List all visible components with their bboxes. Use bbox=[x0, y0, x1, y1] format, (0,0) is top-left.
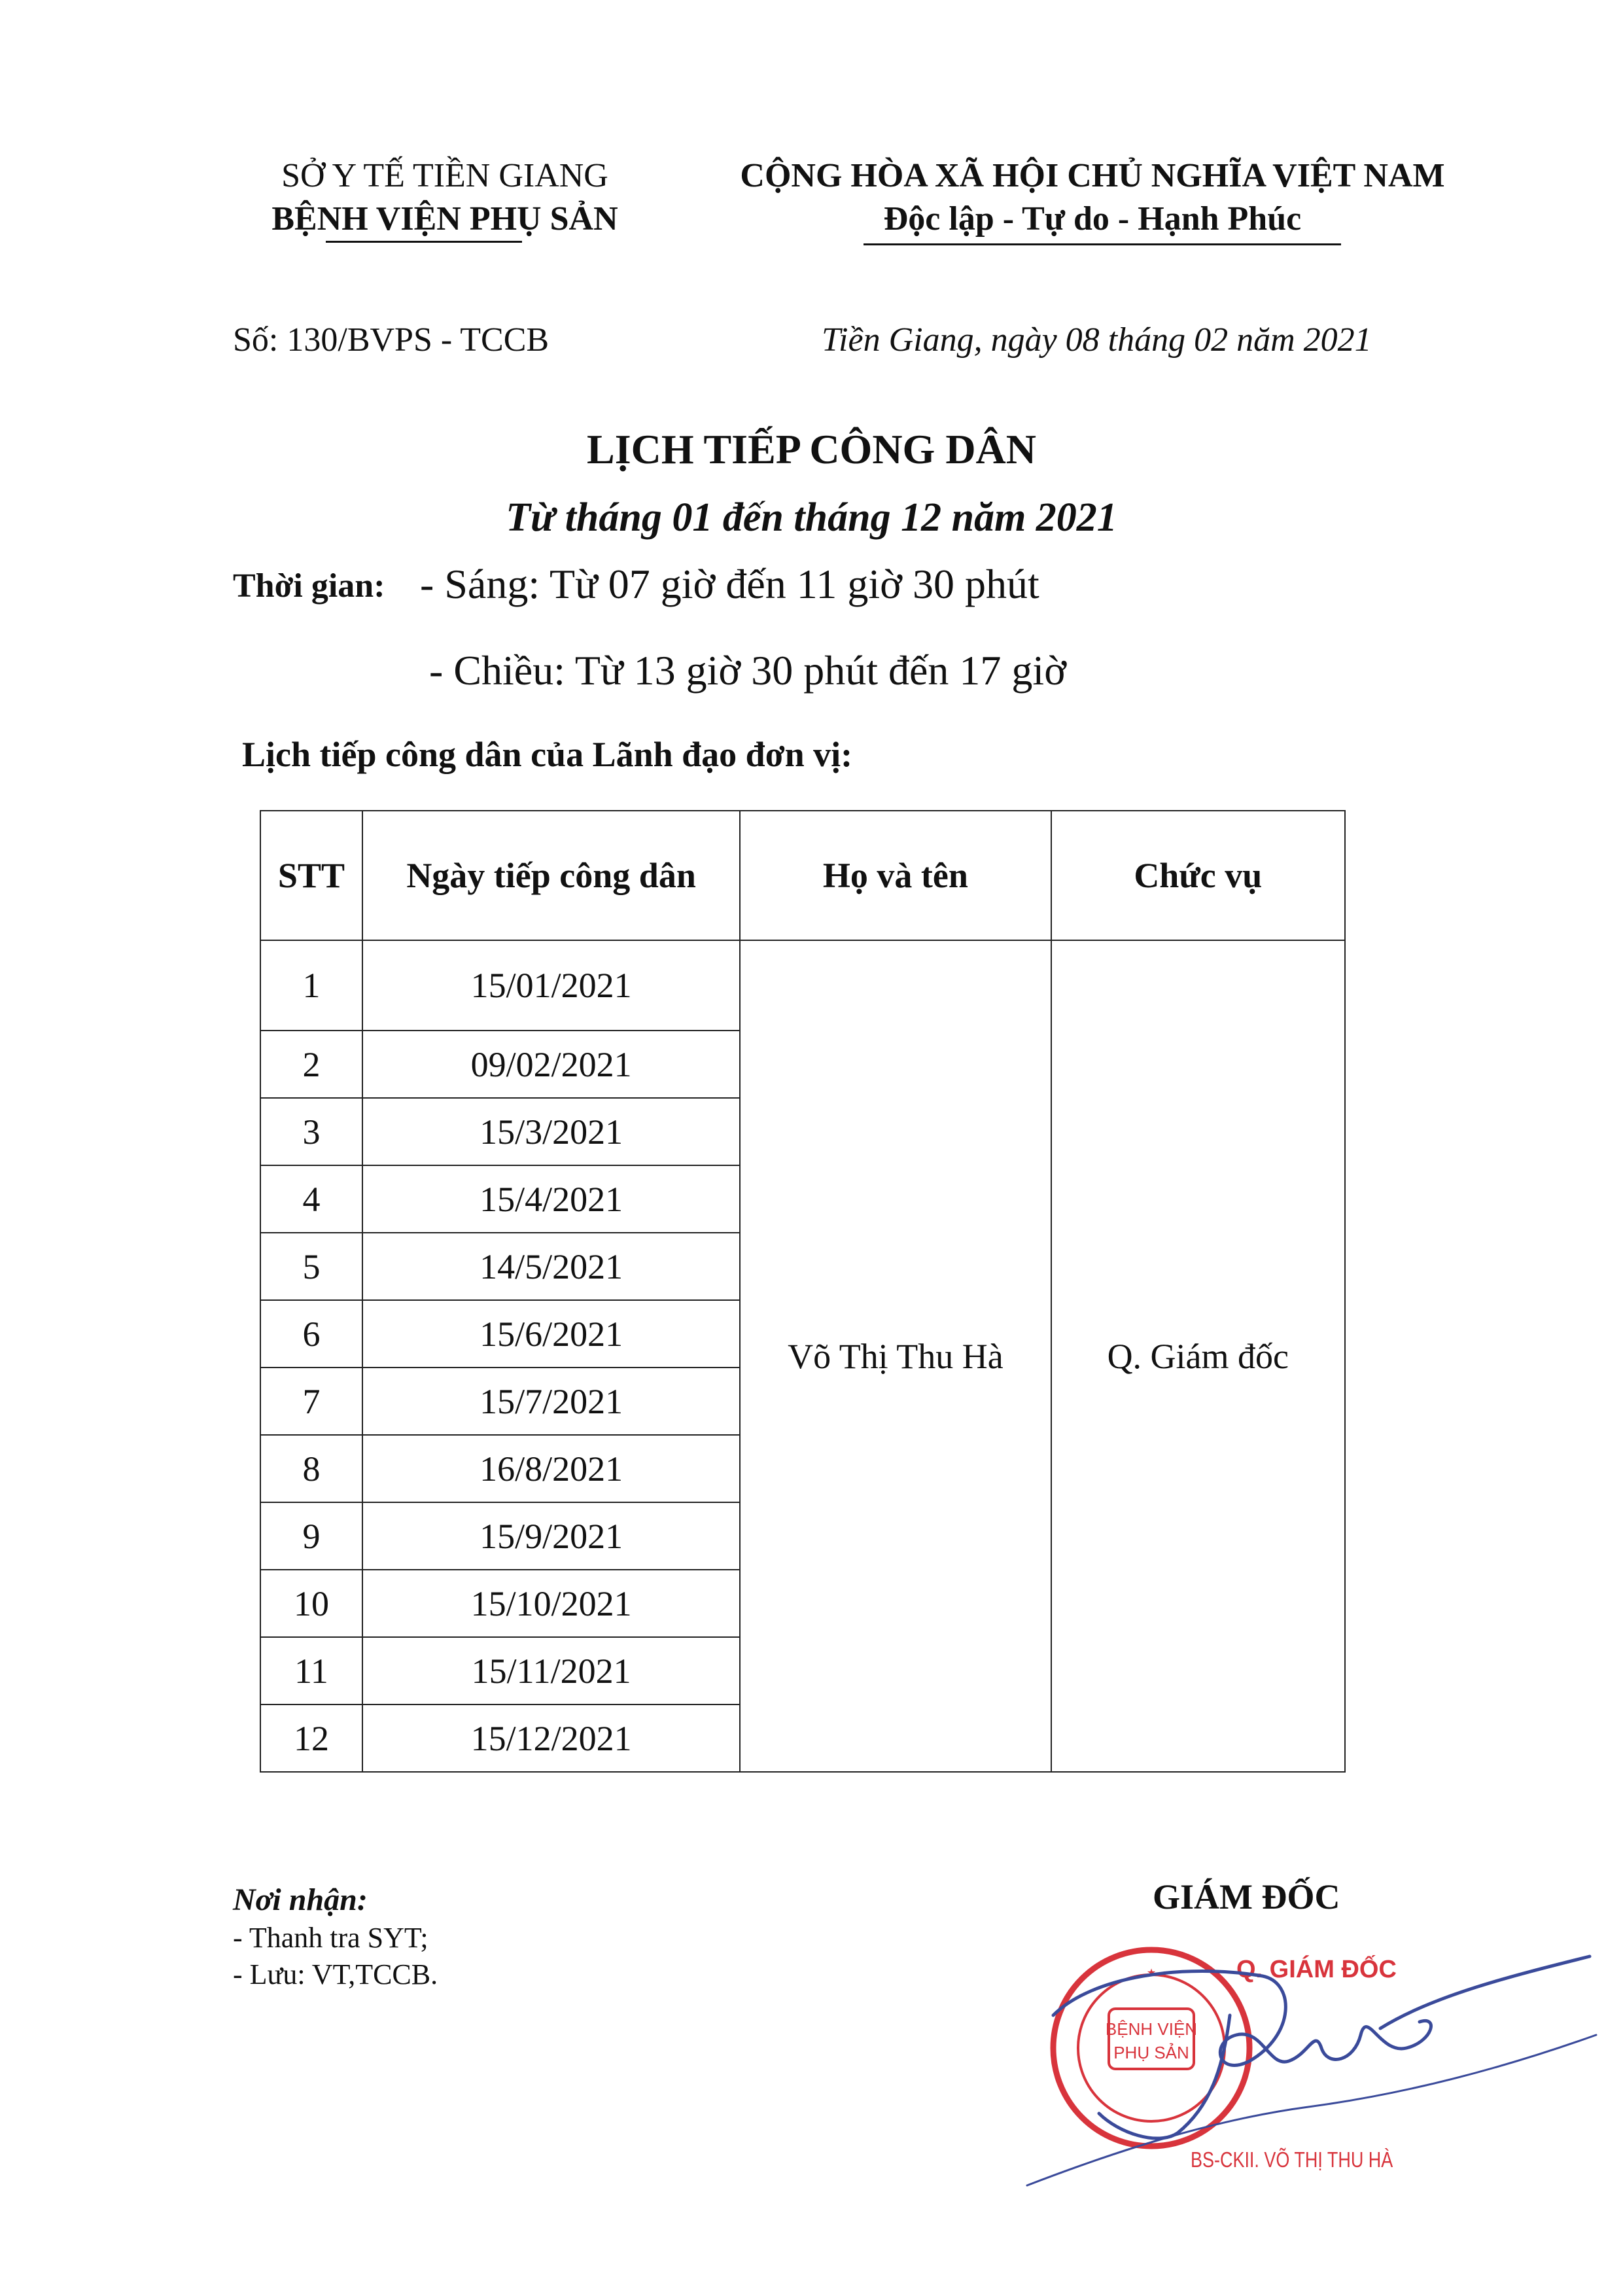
row-date: 15/12/2021 bbox=[362, 1704, 740, 1772]
table-row bbox=[260, 940, 1345, 1031]
hospital-name-underline bbox=[326, 241, 522, 243]
page-subtitle: Từ tháng 01 đến tháng 12 năm 2021 bbox=[506, 495, 1117, 540]
row-date: 09/02/2021 bbox=[362, 1031, 740, 1098]
seal-line-1: BỆNH VIỆN bbox=[1105, 2019, 1198, 2039]
row-stt: 2 bbox=[260, 1031, 362, 1098]
col-header-stt: STT bbox=[260, 811, 362, 940]
motto-underline bbox=[864, 243, 1341, 245]
official-stamp bbox=[1014, 1937, 1603, 2212]
seal-line-2: PHỤ SẢN bbox=[1113, 2043, 1189, 2062]
row-stt: 12 bbox=[260, 1704, 362, 1772]
col-header-name: Họ và tên bbox=[740, 811, 1051, 940]
page-title: LỊCH TIẾP CÔNG DÂN bbox=[587, 426, 1036, 472]
row-date: 15/4/2021 bbox=[362, 1165, 740, 1233]
row-stt: 8 bbox=[260, 1435, 362, 1502]
recipients-label: Nơi nhận: bbox=[233, 1882, 368, 1917]
row-date: 15/11/2021 bbox=[362, 1637, 740, 1704]
row-stt: 7 bbox=[260, 1368, 362, 1435]
schedule-table bbox=[260, 810, 1346, 1773]
country-name: CỘNG HÒA XÃ HỘI CHỦ NGHĨA VIỆT NAM bbox=[740, 157, 1445, 194]
time-label: Thời gian: bbox=[233, 567, 385, 605]
col-header-date: Ngày tiếp công dân bbox=[362, 811, 740, 940]
table-header-row bbox=[260, 811, 1345, 940]
row-stt: 10 bbox=[260, 1570, 362, 1637]
document-number: Số: 130/BVPS - TCCB bbox=[233, 321, 550, 359]
row-stt: 11 bbox=[260, 1637, 362, 1704]
row-date: 16/8/2021 bbox=[362, 1435, 740, 1502]
row-date: 15/7/2021 bbox=[362, 1368, 740, 1435]
col-header-position: Chức vụ bbox=[1051, 811, 1345, 940]
place-date: Tiền Giang, ngày 08 tháng 02 năm 2021 bbox=[822, 321, 1372, 359]
leader-position: Q. Giám đốc bbox=[1051, 940, 1345, 1772]
recipient-item: - Thanh tra SYT; bbox=[233, 1922, 428, 1954]
section-heading: Lịch tiếp công dân của Lãnh đạo đơn vị: bbox=[242, 735, 853, 774]
stamp-name: BS-CKII. VÕ THỊ THU HÀ bbox=[1191, 2148, 1393, 2172]
signature-title: GIÁM ĐỐC bbox=[1153, 1877, 1340, 1916]
leader-name: Võ Thị Thu Hà bbox=[740, 940, 1051, 1772]
time-morning: - Sáng: Từ 07 giờ đến 11 giờ 30 phút bbox=[420, 561, 1039, 607]
stamp-title: Q. GIÁM ĐỐC bbox=[1236, 1956, 1397, 1983]
row-stt: 9 bbox=[260, 1502, 362, 1570]
svg-text:★: ★ bbox=[1146, 1968, 1157, 1979]
row-date: 15/3/2021 bbox=[362, 1098, 740, 1165]
recipient-item: - Lưu: VT,TCCB. bbox=[233, 1958, 438, 1990]
row-date: 15/01/2021 bbox=[362, 940, 740, 1031]
row-date: 15/9/2021 bbox=[362, 1502, 740, 1570]
row-stt: 4 bbox=[260, 1165, 362, 1233]
row-stt: 3 bbox=[260, 1098, 362, 1165]
row-stt: 1 bbox=[260, 940, 362, 1031]
row-stt: 6 bbox=[260, 1300, 362, 1368]
agency-name: SỞ Y TẾ TIỀN GIANG bbox=[281, 157, 608, 194]
row-date: 14/5/2021 bbox=[362, 1233, 740, 1300]
row-stt: 5 bbox=[260, 1233, 362, 1300]
motto: Độc lập - Tự do - Hạnh Phúc bbox=[883, 200, 1302, 238]
row-date: 15/6/2021 bbox=[362, 1300, 740, 1368]
time-afternoon: - Chiều: Từ 13 giờ 30 phút đến 17 giờ bbox=[429, 647, 1067, 694]
hospital-name: BỆNH VIỆN PHỤ SẢN bbox=[271, 200, 618, 238]
row-date: 15/10/2021 bbox=[362, 1570, 740, 1637]
